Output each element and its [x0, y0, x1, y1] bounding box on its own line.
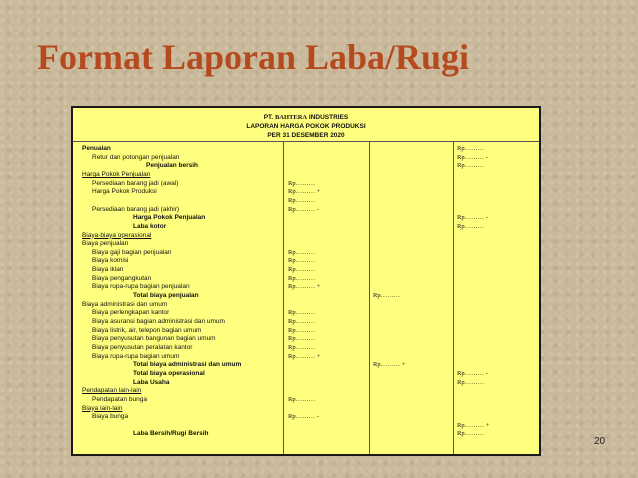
report-row-label: Pendapatan lain-lain [82, 387, 142, 395]
report-row-amount: Rp……… [288, 326, 316, 334]
report-title: LAPORAN HARGA POKOK PRODUKSI [246, 123, 366, 130]
report-row-label: Biaya asuransi bagian administrasi dan umum [92, 318, 225, 325]
report-row-amount: Rp……… [288, 343, 316, 351]
column-divider-1 [283, 142, 284, 454]
report-table [71, 106, 541, 456]
report-row-amount: Rp……… [288, 309, 316, 317]
report-row-amount: Rp……… + [457, 421, 490, 429]
report-row-amount: Rp……… - [288, 413, 319, 421]
report-row-label: Total biaya administrasi dan umum [133, 361, 242, 369]
report-row-label: Harga Pokok Produksi [92, 188, 157, 196]
column-divider-2 [369, 142, 370, 454]
report-row-label: Biaya penjualan [82, 240, 129, 248]
report-row-label: Laba Usaha [133, 378, 170, 386]
report-row-amount: Rp……… [457, 222, 485, 230]
report-row-label: Biaya iklan [92, 266, 124, 274]
page-number: 20 [594, 436, 606, 447]
report-row-amount: Rp……… + [373, 361, 406, 369]
report-row-amount: Rp……… [373, 292, 401, 300]
report-row-amount: Rp……… [457, 145, 485, 152]
report-row-amount: Rp……… [457, 430, 485, 438]
report-row-amount: Rp……… [288, 179, 316, 187]
report-row-label: Penualan [82, 145, 111, 152]
company-name: BAHTERA [274, 114, 308, 121]
report-row-label: Biaya penyusutan bangunan bagian umum [92, 335, 216, 343]
report-row-label: Persediaan barang jadi (akhir) [92, 205, 180, 213]
report-row-amount: Rp……… + [288, 352, 321, 360]
report-row-label: Retur dan potongan penjualan [92, 153, 180, 161]
report-row-label: Biaya-biaya operasional [82, 231, 152, 239]
report-row-amount: Rp……… - [457, 369, 488, 377]
report-row-label: Harga Pokok Penjualan [82, 170, 151, 178]
report-row-amount: Rp……… [288, 274, 316, 282]
header-divider [73, 141, 539, 142]
report-row-amount: Rp……… + [288, 283, 321, 291]
report-row-label: Penjualan bersih [146, 162, 199, 170]
company-suffix: INDUSTRIES [308, 114, 349, 121]
report-row-label: Biaya rupa-rupa bagian umum [92, 352, 180, 360]
report-row-label: Pendapatan bunga [92, 395, 147, 403]
report-row-label: Biaya pengangkutan [92, 274, 152, 282]
report-row-label: Biaya komisi [92, 257, 129, 265]
report-row-label: Persediaan barang jadi (awal) [92, 179, 179, 187]
report-row-amount: Rp……… [288, 335, 316, 343]
report-row-amount: Rp……… [288, 257, 316, 265]
report-row-label: Total biaya penjualan [133, 292, 199, 300]
report-row-label: Biaya administrasi dan umum [82, 300, 168, 308]
report-row-label: Biaya listrik, air, telepon bagian umum [92, 326, 202, 334]
column-divider-3 [453, 142, 454, 454]
report-row-label: Biaya rupa-rupa bagian penjualan [92, 283, 190, 291]
report-row-label: Laba kotor [133, 222, 167, 230]
report-row-amount: Rp……… - [457, 153, 488, 161]
report-row-label: Laba Bersih/Rugi Bersih [133, 430, 209, 438]
report-row-amount: Rp……… [457, 378, 485, 386]
report-row-amount: Rp……… [288, 196, 316, 204]
report-row-amount: Rp……… + [288, 188, 321, 196]
slide-title: Format Laporan Laba/Rugi [37, 37, 470, 77]
report-row-label: Biaya lain-lain [82, 404, 123, 412]
report-row-amount: Rp……… - [288, 205, 319, 213]
report-row-label: Biaya perlengkapan kantor [92, 309, 170, 317]
report-row-label: Biaya penyusutan peralatan kantor [92, 343, 193, 351]
report-row-amount: Rp……… [288, 318, 316, 325]
report-row-label: Harga Pokok Penjualan [133, 214, 206, 222]
company-prefix: PT. [263, 114, 274, 121]
report-row-amount: Rp……… [288, 248, 316, 256]
report-row-label: Biaya gaji bagian penjualan [92, 248, 172, 256]
report-row-amount: Rp……… [288, 395, 316, 403]
report-row-label: Total biaya operasional [133, 369, 205, 377]
report-row-label: Biaya bunga [92, 413, 129, 421]
report-period: PER 31 DESEMBER 2020 [267, 132, 345, 139]
report-row-amount: Rp……… - [457, 214, 488, 222]
report-row-amount: Rp……… [288, 266, 316, 274]
report-company [73, 114, 539, 121]
report-row-amount: Rp……… [457, 162, 485, 170]
